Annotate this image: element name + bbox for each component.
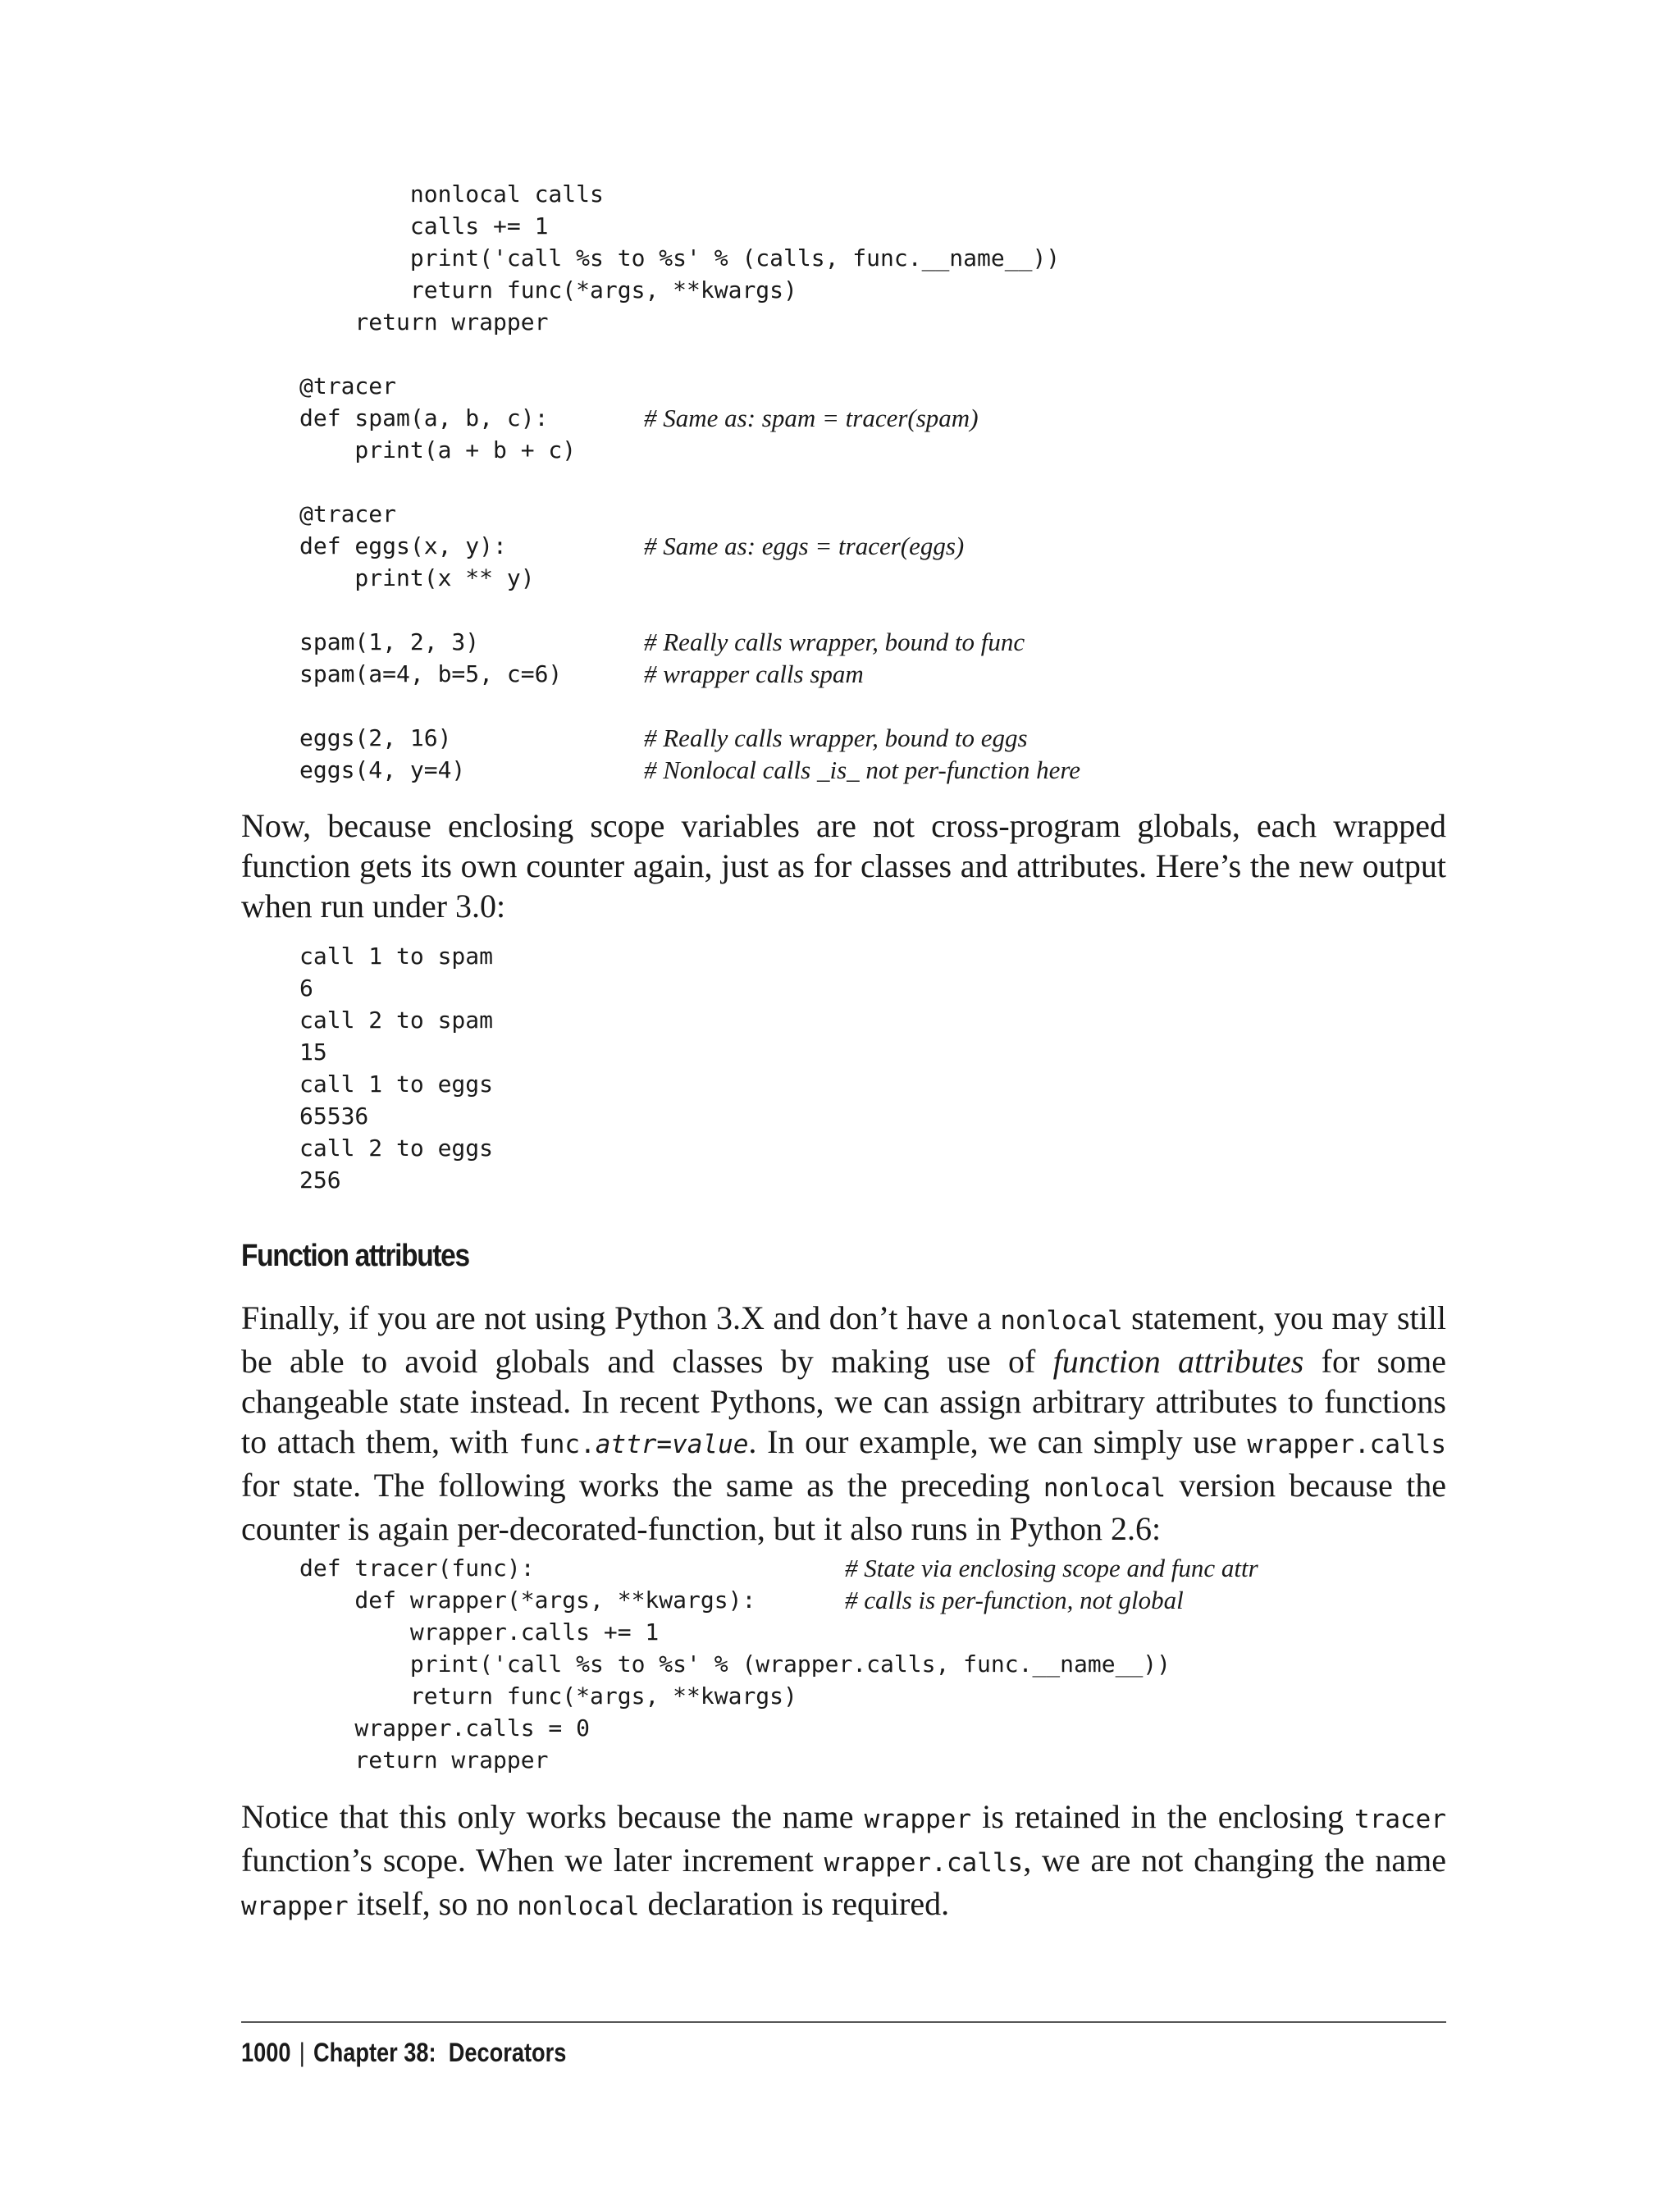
inline-code-tracer: tracer [1354, 1805, 1446, 1834]
para3-text-6: declaration is required. [639, 1885, 950, 1922]
inline-code-wrapper-2: wrapper [241, 1892, 349, 1921]
inline-code-nonlocal-2: nonlocal [1043, 1473, 1166, 1503]
code-line [299, 210, 1060, 242]
code-text: return func(*args, **kwargs) [299, 276, 797, 304]
code-text: wrapper.calls += 1 [299, 1618, 660, 1646]
para3-text-3: function’s scope. When we later increment [241, 1842, 824, 1879]
para3-text-5: itself, so no [348, 1885, 518, 1922]
code-comment: # State via enclosing scope and func attr [845, 1554, 1258, 1582]
code-line [299, 306, 1060, 338]
code-line [299, 722, 1060, 754]
code-text: call 2 to eggs [299, 1134, 494, 1162]
page-footer [241, 2038, 566, 2068]
code-line [299, 1680, 1171, 1712]
code-line [299, 498, 1060, 530]
code-text: call 1 to spam [299, 943, 494, 970]
footer-separator: | [299, 2038, 305, 2067]
code-text: def tracer(func): [299, 1554, 535, 1582]
code-line [299, 1132, 493, 1164]
code-text: eggs(4, y=4) [299, 756, 466, 783]
code-text: 256 [299, 1166, 341, 1194]
code-comment: # Same as: eggs = tracer(eggs) [644, 532, 965, 560]
code-line [299, 658, 1060, 690]
code-line [299, 594, 1060, 626]
para2-text-1: Finally, if you are not using Python 3.X and don’t have a [241, 1299, 1001, 1336]
code-line [299, 562, 1060, 594]
code-text: calls += 1 [299, 212, 549, 240]
code-text: print(x ** y) [299, 564, 535, 591]
program-output-listing [299, 940, 493, 1196]
code-text: 65536 [299, 1102, 369, 1130]
code-text: @tracer [299, 372, 397, 399]
para2-text-5: for state. The following works the same as the preceding [241, 1467, 1043, 1504]
code-line [299, 1164, 493, 1196]
code-comment: # Same as: spam = tracer(spam) [644, 404, 979, 432]
code-text: 15 [299, 1039, 327, 1066]
code-line [299, 1712, 1171, 1744]
code-text: eggs(2, 16) [299, 724, 452, 751]
code-line [299, 754, 1081, 786]
code-text: def spam(a, b, c): [299, 404, 549, 431]
code-line [299, 434, 1060, 466]
code-line [299, 940, 493, 972]
code-comment: # wrapper calls spam [644, 660, 864, 688]
code-text: call 1 to eggs [299, 1071, 494, 1098]
code-comment: # calls is per-function, not global [845, 1586, 1184, 1614]
code-text: def wrapper(*args, **kwargs): [299, 1586, 756, 1614]
code-text: print(a + b + c) [299, 436, 577, 463]
code-line [299, 178, 1060, 210]
code-text: spam(a=4, b=5, c=6) [299, 660, 563, 687]
code-text: 6 [299, 975, 313, 1002]
code-line [299, 370, 1060, 402]
emphasis-function-attributes: function attributes [1052, 1343, 1304, 1380]
code-text: return func(*args, **kwargs) [299, 1682, 797, 1710]
inline-code-func-attr-value: func.attr=value [518, 1430, 749, 1459]
para3-text-2: is retained in the enclosing [971, 1798, 1355, 1835]
code-line [299, 274, 1060, 306]
code-line [299, 402, 1060, 434]
code-text: return wrapper [299, 1746, 549, 1774]
code-text: wrapper.calls = 0 [299, 1714, 591, 1742]
code-line [299, 1648, 1171, 1680]
code-line [299, 1068, 493, 1100]
code-line [299, 242, 1060, 274]
inline-code-wrapper: wrapper [864, 1805, 972, 1834]
code-comment: # Really calls wrapper, bound to func [644, 628, 1025, 656]
code-text: print('call %s to %s' % (calls, func.__name__)) [299, 244, 1061, 272]
code-line [299, 338, 1060, 370]
para3-text-4: , we are not changing the name [1023, 1842, 1446, 1879]
code-line [299, 972, 493, 1004]
para2-text-3: for some changeable state instead. In recent Pythons, we can assign arbitrary attributes to functions to attach them, with [241, 1343, 1446, 1460]
para2-text-2: statement, you may still be able to avoid globals and classes by making use of [241, 1299, 1446, 1380]
inline-code-nonlocal: nonlocal [1000, 1306, 1123, 1335]
code-line [299, 626, 1060, 658]
code-line [299, 1100, 493, 1132]
code-text: call 2 to spam [299, 1007, 494, 1034]
code-line [299, 530, 1060, 562]
code-line [299, 1616, 1171, 1648]
paragraph-wrapper-retained [241, 1796, 1446, 1927]
code-line [299, 466, 1060, 498]
paragraph-enclosing-scope: Now, because enclosing scope variables are not cross-program globals, each wrapped function gets its own counter again, just as for classes and attributes. Here’s the new output when run under 3.0: [241, 807, 1446, 924]
page-number: 1000 [241, 2038, 291, 2067]
code-comment: # Really calls wrapper, bound to eggs [644, 724, 1028, 752]
code-line [299, 690, 1060, 722]
inline-code-nonlocal-3: nonlocal [517, 1892, 640, 1921]
inline-code-wrapper-calls-2: wrapper.calls [824, 1848, 1024, 1878]
code-text: @tracer [299, 500, 397, 527]
code-text: nonlocal calls [299, 180, 604, 208]
footer-divider [241, 2021, 1446, 2023]
code-text: return wrapper [299, 308, 549, 336]
para2-text-6: version because the counter is again per-decorated-function, but it also runs in Python 2.6: [241, 1467, 1446, 1547]
code-listing-function-attributes [299, 1552, 1258, 1776]
code-line [299, 1004, 493, 1036]
section-heading-function-attributes: Function attributes [241, 1239, 469, 1273]
chapter-title: Chapter 38: Decorators [313, 2038, 567, 2067]
code-listing-tracer-decorated-functions [299, 178, 1081, 786]
para3-text-1: Notice that this only works because the name [241, 1798, 865, 1835]
code-line [299, 1744, 1171, 1776]
code-text: spam(1, 2, 3) [299, 628, 480, 655]
inline-code-wrapper-calls: wrapper.calls [1247, 1430, 1446, 1459]
code-line [299, 1036, 493, 1068]
para2-text-4: . In our example, we can simply use [748, 1423, 1248, 1460]
paragraph-function-attributes [241, 1298, 1446, 1549]
code-text: def eggs(x, y): [299, 532, 507, 559]
code-line [299, 1584, 1184, 1616]
code-text: print('call %s to %s' % (wrapper.calls, func.__name__)) [299, 1650, 1171, 1678]
code-comment: # Nonlocal calls _is_ not per-function here [644, 756, 1081, 784]
code-line [299, 1552, 1258, 1584]
